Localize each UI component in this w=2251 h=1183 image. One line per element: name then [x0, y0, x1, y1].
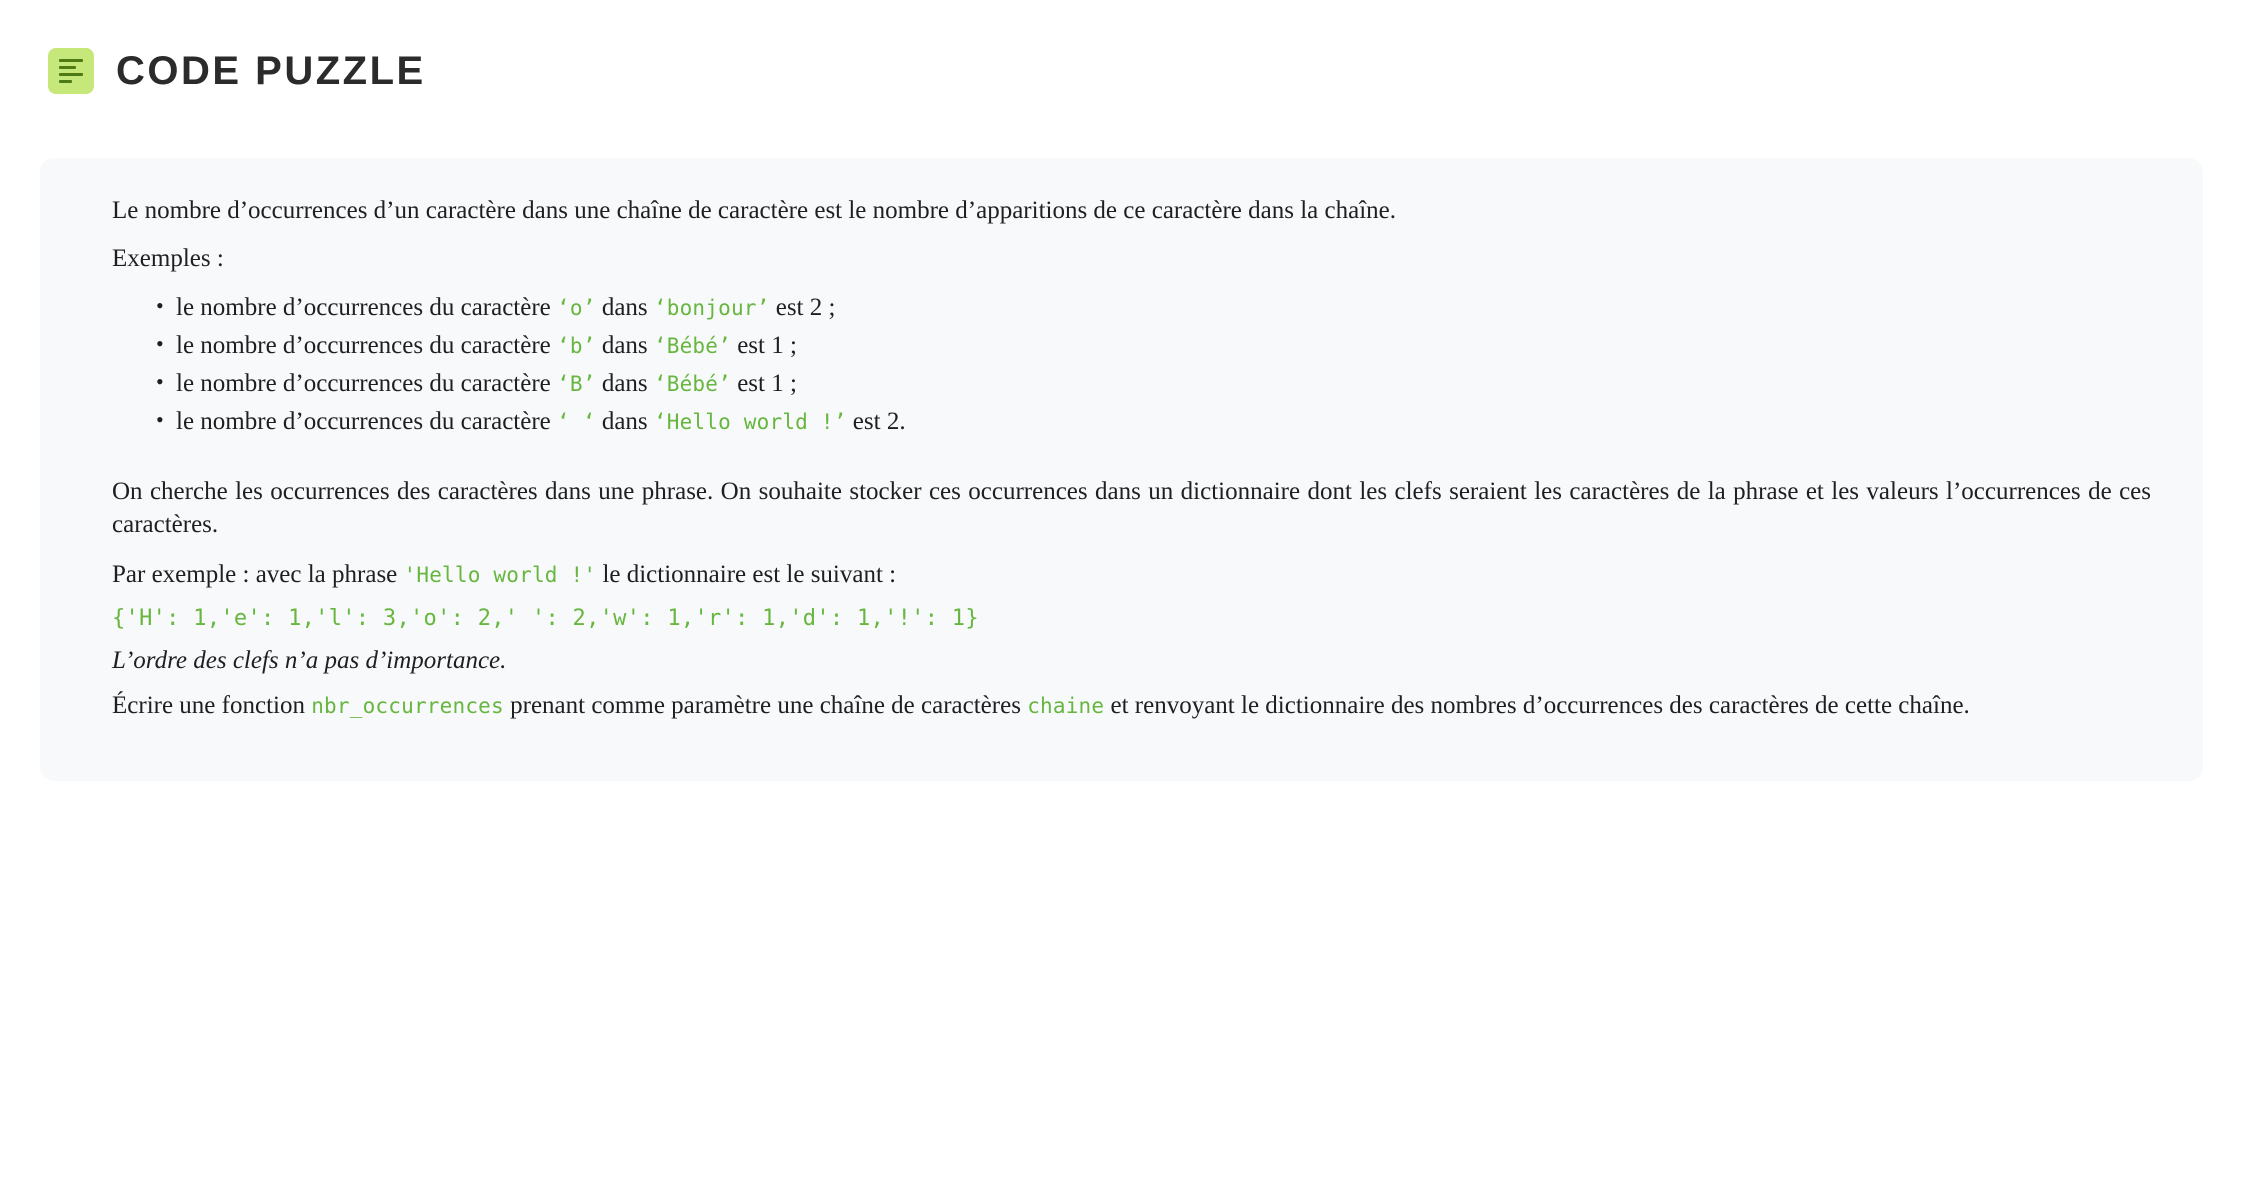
example-text-mid: dans: [595, 293, 654, 321]
order-note: L’ordre des clefs n’a pas d’importance.: [112, 646, 507, 674]
task-post: et renvoyant le dictionnaire des nombres d’occurrences des caractères de cette chaîne.: [1104, 691, 1970, 719]
intro-paragraph: Le nombre d’occurrences d’un caractère dans une chaîne de caractère est le nombre d’apparitions de ce caractère dans la chaîne.: [112, 197, 1396, 224]
example-text-pre: le nombre d’occurrences du caractère: [176, 293, 558, 321]
example-text-pre: le nombre d’occurrences du caractère: [176, 408, 558, 436]
task-pre: Écrire une fonction: [112, 691, 312, 719]
list-item: [112, 404, 2151, 440]
example-text-pre: le nombre d’occurrences du caractère: [176, 331, 558, 359]
example-char: ‘b’: [557, 333, 596, 358]
example-phrase-post: le dictionnaire est le suivant :: [596, 561, 897, 588]
list-item: [112, 366, 2151, 402]
examples-label: Exemples :: [112, 244, 224, 272]
example-string: ‘Bébé’: [653, 372, 731, 396]
task-paragraph: [112, 689, 2151, 723]
example-text-post: est 2.: [846, 408, 906, 436]
example-char: ‘B’: [557, 372, 596, 396]
app-title: CODE PUZZLE: [116, 49, 426, 93]
example-phrase-code: 'Hello world !': [403, 563, 597, 587]
example-char: ‘o’: [557, 295, 596, 320]
example-text-mid: dans: [595, 331, 654, 359]
example-phrase-pre: Par exemple : avec la phrase: [112, 561, 404, 588]
dictionary-paragraph: On cherche les occurrences des caractères dans une phrase. On souhaite stocker ces occurrences dans un dictionnaire dont les clefs seraient les caractères de la phrase et les valeurs l’occurrences de ces caractères.: [112, 477, 2151, 539]
example-char: ‘ ‘: [557, 410, 596, 435]
lines-logo-icon: [48, 48, 94, 94]
logo-bars: [59, 59, 83, 83]
app-header: [0, 0, 2251, 96]
example-text-post: est 1 ;: [730, 370, 797, 397]
example-string: ‘Hello world !’: [653, 410, 847, 435]
exercise-card: [40, 158, 2203, 781]
example-text-post: est 1 ;: [730, 331, 797, 359]
example-text-mid: dans: [595, 370, 654, 397]
example-text-mid: dans: [595, 408, 654, 436]
example-string: ‘bonjour’: [653, 295, 770, 320]
task-mid: prenant comme paramètre une chaîne de caractères: [503, 691, 1028, 719]
example-string: ‘Bébé’: [653, 333, 731, 358]
example-phrase-paragraph: [112, 558, 2151, 592]
list-item: [112, 290, 2151, 326]
examples-list: [112, 290, 2151, 441]
list-item: [112, 328, 2151, 364]
task-function-name: nbr_occurrences: [311, 693, 504, 718]
example-text-pre: le nombre d’occurrences du caractère: [176, 370, 558, 397]
task-parameter-name: chaine: [1027, 693, 1105, 718]
example-text-post: est 2 ;: [769, 293, 836, 321]
dictionary-code: {'H': 1,'e': 1,'l': 3,'o': 2,' ': 2,'w': 1,'r': 1,'d': 1,'!': 1}: [112, 605, 979, 631]
